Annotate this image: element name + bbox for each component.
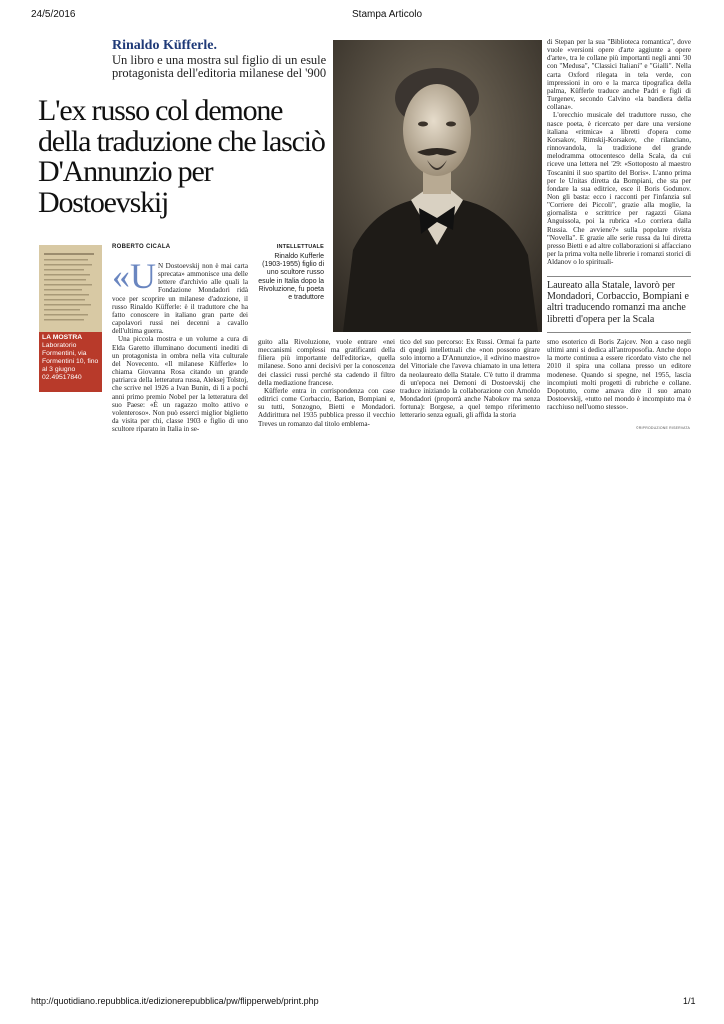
- column-1-lead-text: N Dostoevskij non è mai carta sprecata» ammonisce una delle lettere d'archivio alle quali la Fondazione Mondadori ridà voce per scoprire un milanese d'adozione, il russo Rinaldo Küfferle: è il traduttore che ha fatto conoscere in italiano gran parte dei capolavori russi nei decenni a cavallo dell'ultima guerra.: [112, 262, 248, 336]
- print-date: 24/5/2016: [31, 9, 76, 20]
- dropcap: [112, 256, 156, 296]
- dropcap-quote: «: [112, 256, 130, 296]
- photo-caption: Rinaldo Kufferle (1903-1955) figlio di uno scultore russo esule in Italia dopo la Rivoluzione, fu poeta e traduttore: [258, 253, 324, 302]
- column-2: [258, 338, 395, 428]
- article-subtitle: Un libro e una mostra sul figlio di un esule protagonista dell'editoria milanese del '900: [112, 53, 327, 80]
- pull-quote-rule-bottom: [547, 332, 691, 333]
- exhibit-title: LA MOSTRA: [42, 334, 83, 341]
- dropcap-letter: U: [130, 256, 156, 296]
- column-2-paragraph: Küfferle entra in corrispondenza con case editrici come Corbaccio, Barion, Bompiani e, su tutti, Sonzogno, Bietti e Mondadori. Addirittura nel 1935 pubblica presso il vecchio Treves un romanzo dal titolo emblema-: [258, 386, 395, 428]
- column-3-paragraph: tico del suo percorso: Ex Russi. Ormai fa parte di quegli intellettuali che «non possono girare solo intorno a D'Annunzio», il «divino maestro» del Vittoriale che l'aveva chiamato in una lettera da neolaureato della Statale. C'è tutto il dramma di un'epoca nei Demoni di Dostoevskij che traduce iniziando la collaborazione con Arnoldo Mondadori (proporrà anche Nabokov ma senza fortuna): Borgese, a quel tempo riferimento letterario senza eguali, gli affida la storia: [400, 338, 540, 420]
- exhibit-info-box: [39, 332, 102, 392]
- column-4-paragraph: di Stepan per la sua "Biblioteca romantica", dove vuole «versioni opere d'arte aggiunte a opere d'arte», tra le collane più importanti negli anni '30 con "Medusa", "Classici Italiani" e "Gialli". Nella carta Oxford rilegata in tela verde, con impressioni in oro e la marca tipografica della palma, Küfferle traduce anche Padri e figli di Turgenev, secondo Calvino «la bandiera della collana».: [547, 38, 691, 112]
- copyright-notice: ©RIPRODUZIONE RISERVATA: [636, 426, 690, 430]
- column-3: [400, 338, 540, 420]
- column-1-paragraph: Una piccola mostra e un volume a cura di Elda Garetto illuminano documenti inediti di un protagonista in ombra nella vita culturale del Novecento. «Il milanese Küfferle» lo chiama Giovanna Rosa citando un grande patriarca della letteratura russa, Aleksej Tolstoj, che scrive nel 1926 a Ivan Bunin, di lì a pochi anni primo premio Nobel per la letteratura del suo Paese: «È un ragazzo molto attivo e volenteroso». Non può esserci miglior biglietto da visita per chi, classe 1903 e figlio di uno scultore riparato in Italia in se-: [112, 335, 248, 434]
- column-4-bottom: [547, 338, 691, 411]
- column-4-closing-paragraph: smo esoterico di Boris Zajcev. Non a caso negli ultimi anni si dedica all'antroposofia. Anche dopo la morte continua a essere ricordato visto che nel 2010 il spira una collana presso un editore modenese. Quando si spegne, nel 1955, lascia incompiuti molti progetti di rubriche e collane. Dopotutto, come amava dire il suo amato Dostoevskij, «tutto nel mondo è incompiuto ma è racchiuso nell'uomo stesso».: [547, 338, 691, 412]
- byline: ROBERTO CICALA: [112, 244, 171, 250]
- print-page-number: 1/1: [683, 996, 696, 1006]
- pull-quote-rule-top: [547, 276, 691, 277]
- article-headline: L'ex russo col demone della traduzione che lasciò D'Annunzio per Dostoevskij: [38, 94, 325, 219]
- column-4-top: [547, 38, 691, 266]
- column-2-paragraph: guito alla Rivoluzione, vuole entrare «nei meccanismi complessi ma gratificanti della filiera più importante dell'editoria», quella milanese. Sono anni decisivi per la conoscenza dei classici russi perché sta cadendo il filtro della mediazione francese.: [258, 338, 395, 387]
- exhibit-details: Laboratorio Formentini, via Formentini 10, fino al 3 giugno 02.49517840: [42, 342, 99, 381]
- print-url[interactable]: http://quotidiano.repubblica.it/edizionerepubblica/pw/flipperweb/print.php: [31, 996, 319, 1006]
- column-1: [112, 256, 248, 434]
- pull-quote: Laureato alla Statale, lavorò per Mondadori, Corbaccio, Bompiani e altri traducendo romanzi ma anche libretti d'opera per la Scala: [547, 280, 689, 325]
- portrait-photo: [333, 40, 542, 332]
- article-kicker: Rinaldo Küfferle.: [112, 38, 217, 53]
- photo-caption-title: INTELLETTUALE: [276, 244, 324, 250]
- column-4-paragraph: L'orecchio musicale del traduttore russo, che nasce poeta, è ricercato per dare una versione italiana «ritmica» a libretti d'opera come Korsakov, Rimskij-Korsakov, che rilanciano, rinnovandola, la tradizione del grande melodramma ottocentesco della Scala, da cui riceve una lettera nel '29: «Sottoposto al maestro Toscanini il suo spartito del Boris». L'anno prima per le Unitas diretta da Bompiani, che sta per fondare la sua editrice, esce il Boris Godunov. Non gli basta: ecco i racconti per l'infanzia sul "Corriere dei Piccoli", grazie alla moglie, la giornalista e scrittrice per ragazzi Giana Anguissola, poi la rubrica «Lo corriera dalla Russia. Che avviene?» sulla popolare rivista "Novella". E grazie alle serie russa da lui diretta presso Bietti e ad altre collaborazioni si affacciano per la prima volta nelle librerie i romanzi storici di Aldanov o lo spirituali-: [547, 111, 691, 267]
- print-title: Stampa Articolo: [352, 9, 423, 20]
